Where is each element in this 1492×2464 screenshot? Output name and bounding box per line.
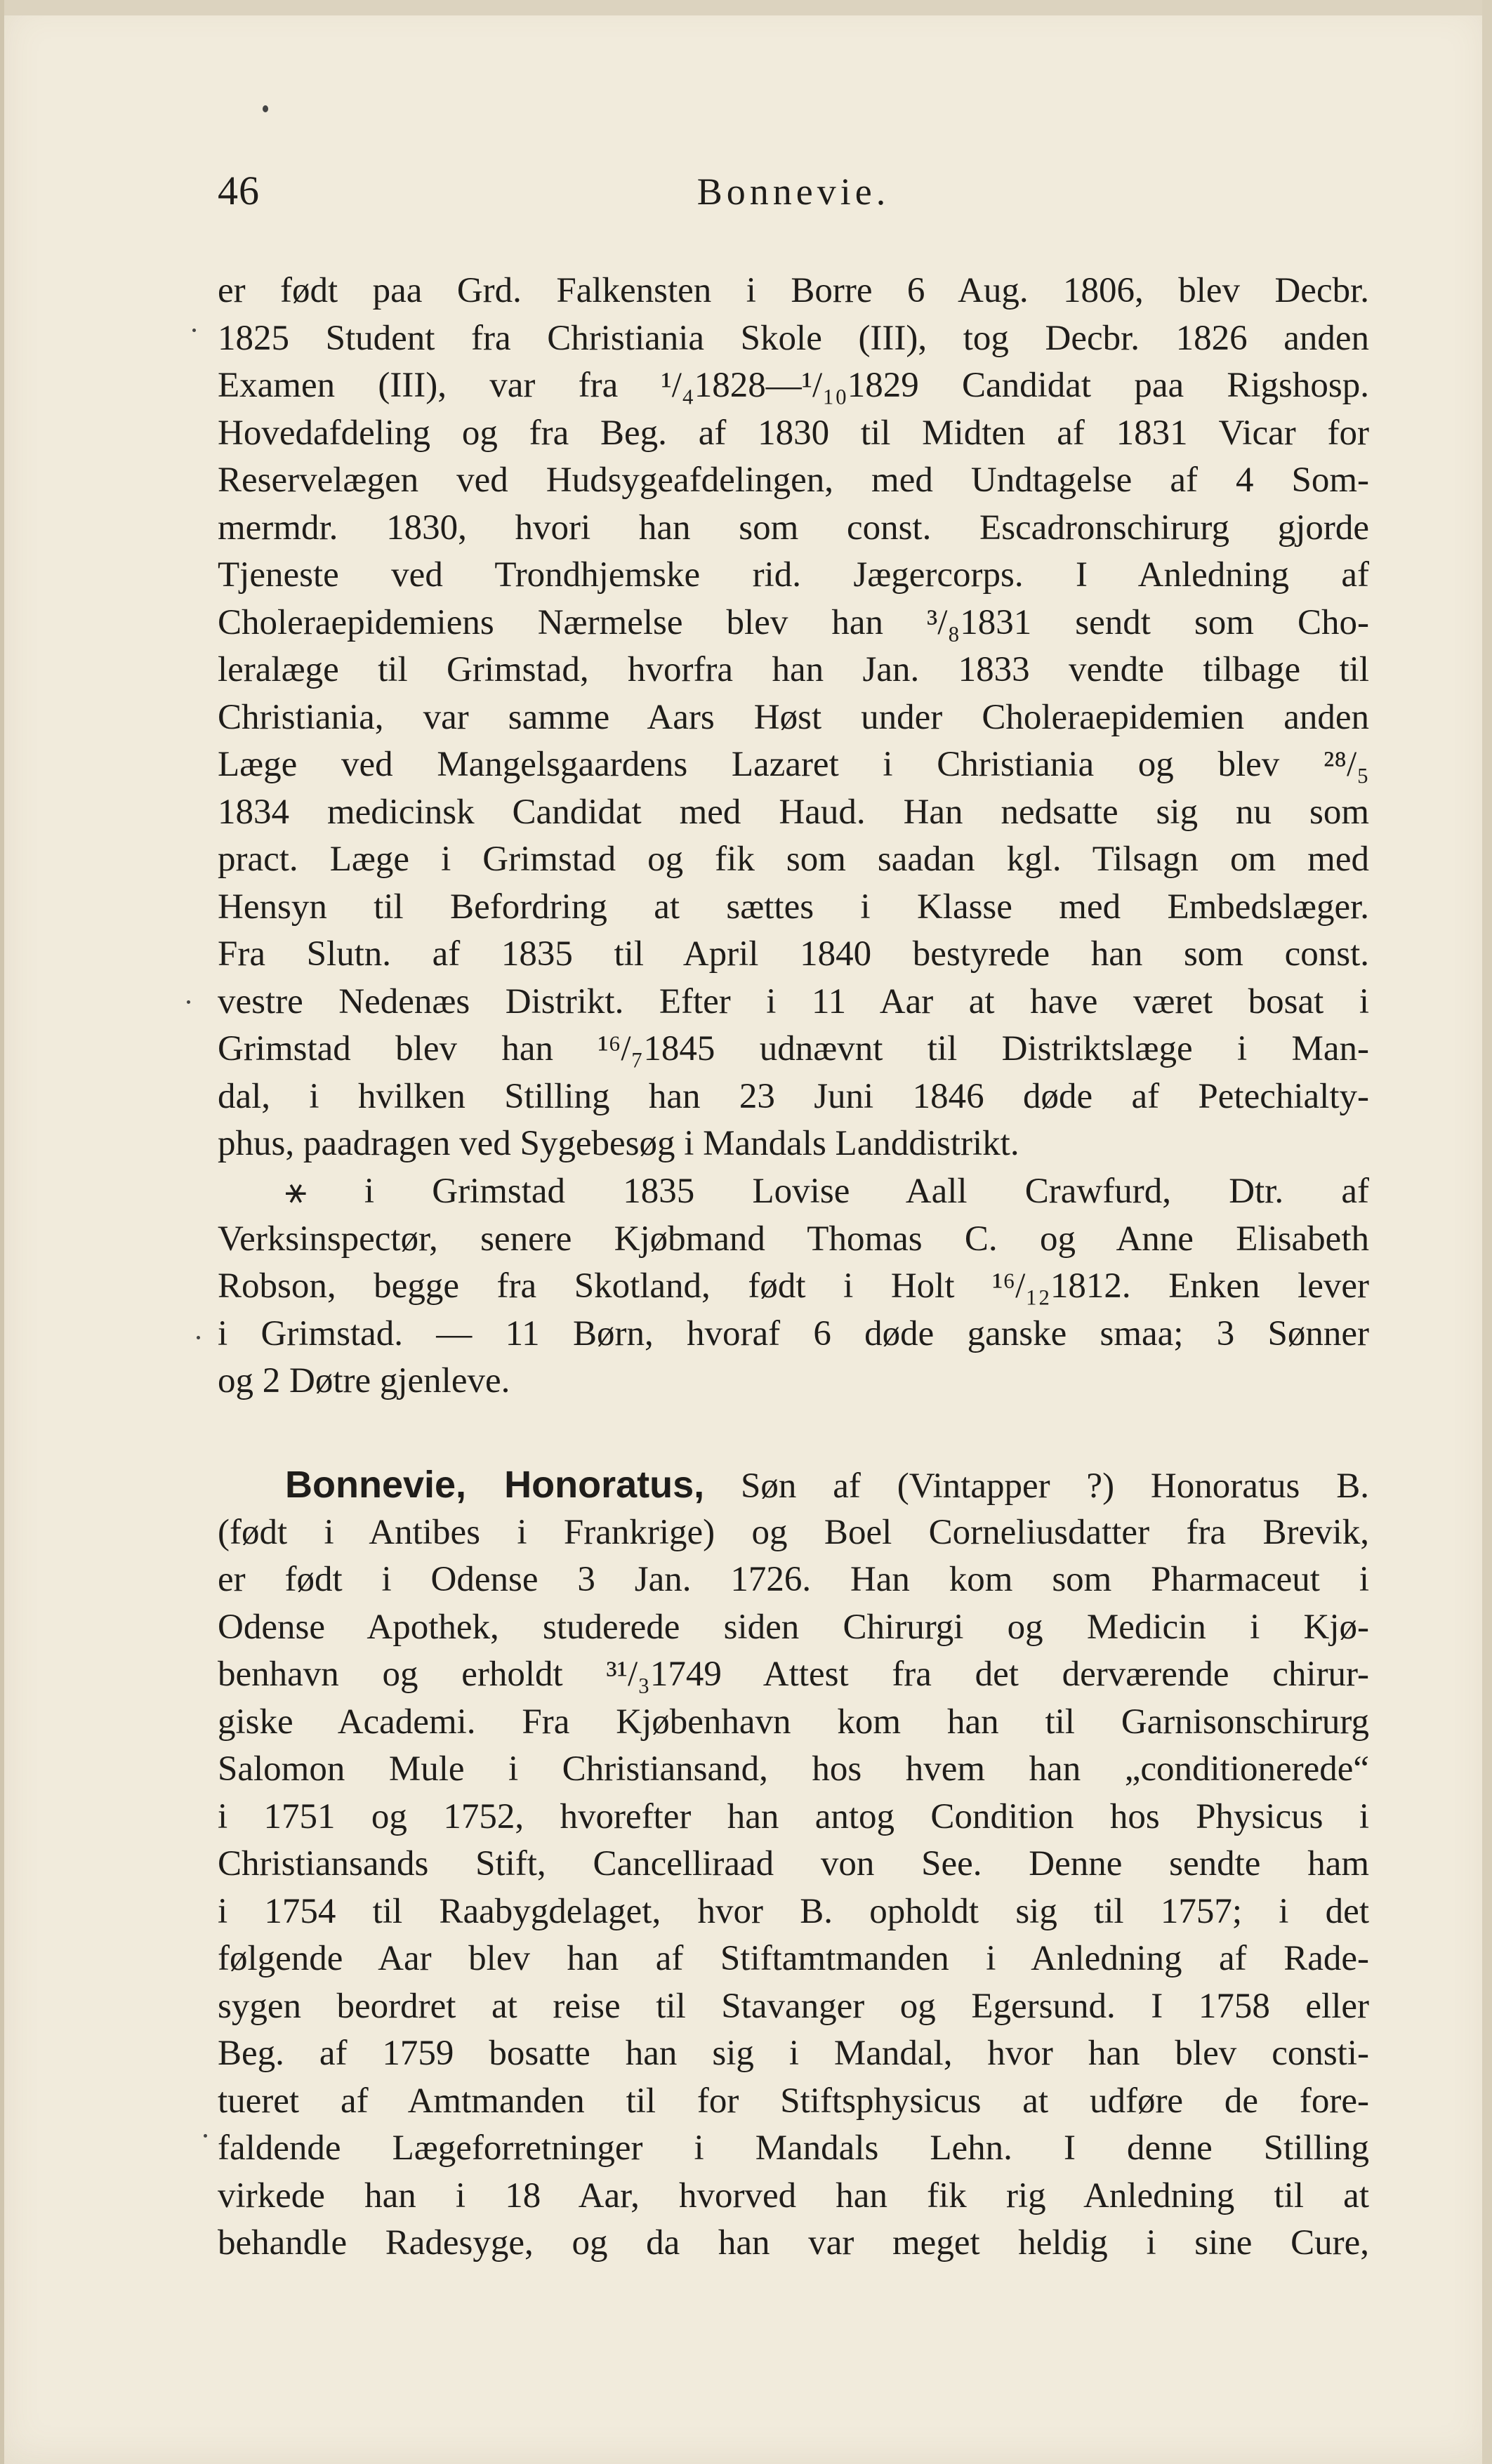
text-line: Hovedafdeling og fra Beg. af 1830 til Midten af 1831 Vicar for bbox=[218, 413, 1369, 453]
text-line: Verksinspectør, senere Kjøbmand Thomas C. og Anne Elisabeth bbox=[218, 1219, 1369, 1259]
text-line: phus, paadragen ved Sygebesøg i Mandals Landdistrikt. bbox=[218, 1124, 1019, 1163]
text-line: Fra Slutn. af 1835 til April 1840 bestyrede han som const. bbox=[218, 934, 1369, 974]
text-line: behandle Radesyge, og da han var meget heldig i sine Cure, bbox=[218, 2223, 1369, 2263]
text-line: i 1754 til Raabygdelaget, hvor B. opholdt sig til 1757; i det bbox=[218, 1891, 1369, 1931]
new-entry bbox=[218, 1462, 1369, 2267]
text-line: i 1751 og 1752, hvorefter han antog Condition hos Physicus i bbox=[218, 1796, 1369, 1836]
text-line: Robson, begge fra Skotland, født i Holt ¹⁶/₁₂1812. Enken lever bbox=[218, 1266, 1369, 1306]
entry-body bbox=[218, 1509, 1369, 2267]
text-line: virkede han i 18 Aar, hvorved han fik rig Anledning til at bbox=[218, 2175, 1369, 2215]
text-line: dal, i hvilken Stilling han 23 Juni 1846 døde af Petechialty- bbox=[218, 1076, 1369, 1116]
entry-name: Bonnevie, Honoratus, bbox=[285, 1464, 705, 1506]
text-line: Odense Apothek, studerede siden Chirurgi og Medicin i Kjø- bbox=[218, 1607, 1369, 1647]
marriage-paragraph bbox=[218, 1168, 1369, 1405]
entry-first-line-text: Søn af (Vintapper ?) Honoratus B. bbox=[741, 1466, 1369, 1506]
text-line: ⚹ i Grimstad 1835 Lovise Aall Crawfurd, Dtr. af bbox=[285, 1172, 1369, 1211]
text-line: Christiania, var samme Aars Høst under Choleraepidemien anden bbox=[218, 697, 1369, 737]
text-line: Examen (III), var fra ¹/₄1828—¹/₁₀1829 Candidat paa Rigshosp. bbox=[218, 366, 1369, 405]
text-line: (født i Antibes i Frankrige) og Boel Corneliusdatter fra Brevik, bbox=[218, 1512, 1369, 1552]
text-line: er født i Odense 3 Jan. 1726. Han kom som Pharmaceut i bbox=[218, 1560, 1369, 1599]
text-line: Læge ved Mangelsgaardens Lazaret i Christiania og blev ²⁸/₅ bbox=[218, 745, 1369, 784]
text-line: følgende Aar blev han af Stiftamtmanden i Anledning af Rade- bbox=[218, 1939, 1369, 1978]
text-line: Salomon Mule i Christiansand, hos hvem han „conditionerede“ bbox=[218, 1749, 1369, 1789]
text-line: sygen beordret at reise til Stavanger og Egersund. I 1758 eller bbox=[218, 1986, 1369, 2026]
print-speck bbox=[187, 1000, 190, 1004]
text-line: Choleraepidemiens Nærmelse blev han ³/₈1831 sendt som Cho- bbox=[218, 602, 1369, 642]
continued-entry bbox=[218, 267, 1369, 1168]
text-line: pract. Læge i Grimstad og fik som saadan kgl. Tilsagn om med bbox=[218, 840, 1369, 879]
text-line: og 2 Døtre gjenleve. bbox=[218, 1361, 510, 1400]
text-line: tueret af Amtmanden til for Stiftsphysicus at udføre de fore- bbox=[218, 2081, 1369, 2121]
text-line: Beg. af 1759 bosatte han sig i Mandal, hvor han blev consti- bbox=[218, 2034, 1369, 2073]
text-line: er født paa Grd. Falkensten i Borre 6 Aug. 1806, blev Decbr. bbox=[218, 271, 1369, 310]
text-line: mermdr. 1830, hvori han som const. Escadronschirurg gjorde bbox=[218, 508, 1369, 548]
text-line: Christiansands Stift, Cancelliraad von See. Denne sendte ham bbox=[218, 1844, 1369, 1883]
page-number: 46 bbox=[218, 168, 260, 213]
text-line: Grimstad blev han ¹⁶/₇1845 udnævnt til Distriktslæge i Man- bbox=[218, 1029, 1369, 1068]
entry-heading-line bbox=[218, 1462, 1369, 1509]
text-line: giske Academi. Fra Kjøbenhavn kom han til Garnisonschirurg bbox=[218, 1702, 1369, 1742]
page-edge-right bbox=[1482, 0, 1492, 2464]
text-line: i Grimstad. — 11 Børn, hvoraf 6 døde ganske smaa; 3 Sønner bbox=[218, 1313, 1369, 1353]
text-line: Tjeneste ved Trondhjemske rid. Jægercorps. I Anledning af bbox=[218, 555, 1369, 595]
text-line: faldende Lægeforretninger i Mandals Lehn. I denne Stilling bbox=[218, 2128, 1369, 2168]
page-header bbox=[218, 167, 1369, 223]
text-line: Hensyn til Befordring at sættes i Klasse med Embedslæger. bbox=[218, 887, 1369, 927]
print-speck bbox=[192, 329, 196, 332]
running-title: Bonnevie. bbox=[697, 171, 890, 213]
page-edge-top bbox=[0, 0, 1492, 15]
page-edge-left bbox=[0, 0, 4, 2464]
text-line: benhavn og erholdt ³¹/₃1749 Attest fra det derværende chirur- bbox=[218, 1655, 1369, 1694]
print-speck bbox=[263, 105, 268, 112]
text-line: 1825 Student fra Christiania Skole (III), tog Decbr. 1826 anden bbox=[218, 318, 1369, 358]
text-line: vestre Nedenæs Distrikt. Efter i 11 Aar at have været bosat i bbox=[218, 981, 1369, 1021]
print-speck bbox=[197, 1336, 200, 1339]
text-line: Reservelægen ved Hudsygeafdelingen, med Undtagelse af 4 Som- bbox=[218, 461, 1369, 500]
print-speck bbox=[204, 2134, 207, 2138]
text-line: leralæge til Grimstad, hvorfra han Jan. 1833 vendte tilbage til bbox=[218, 650, 1369, 689]
text-line: 1834 medicinsk Candidat med Haud. Han nedsatte sig nu som bbox=[218, 792, 1369, 832]
